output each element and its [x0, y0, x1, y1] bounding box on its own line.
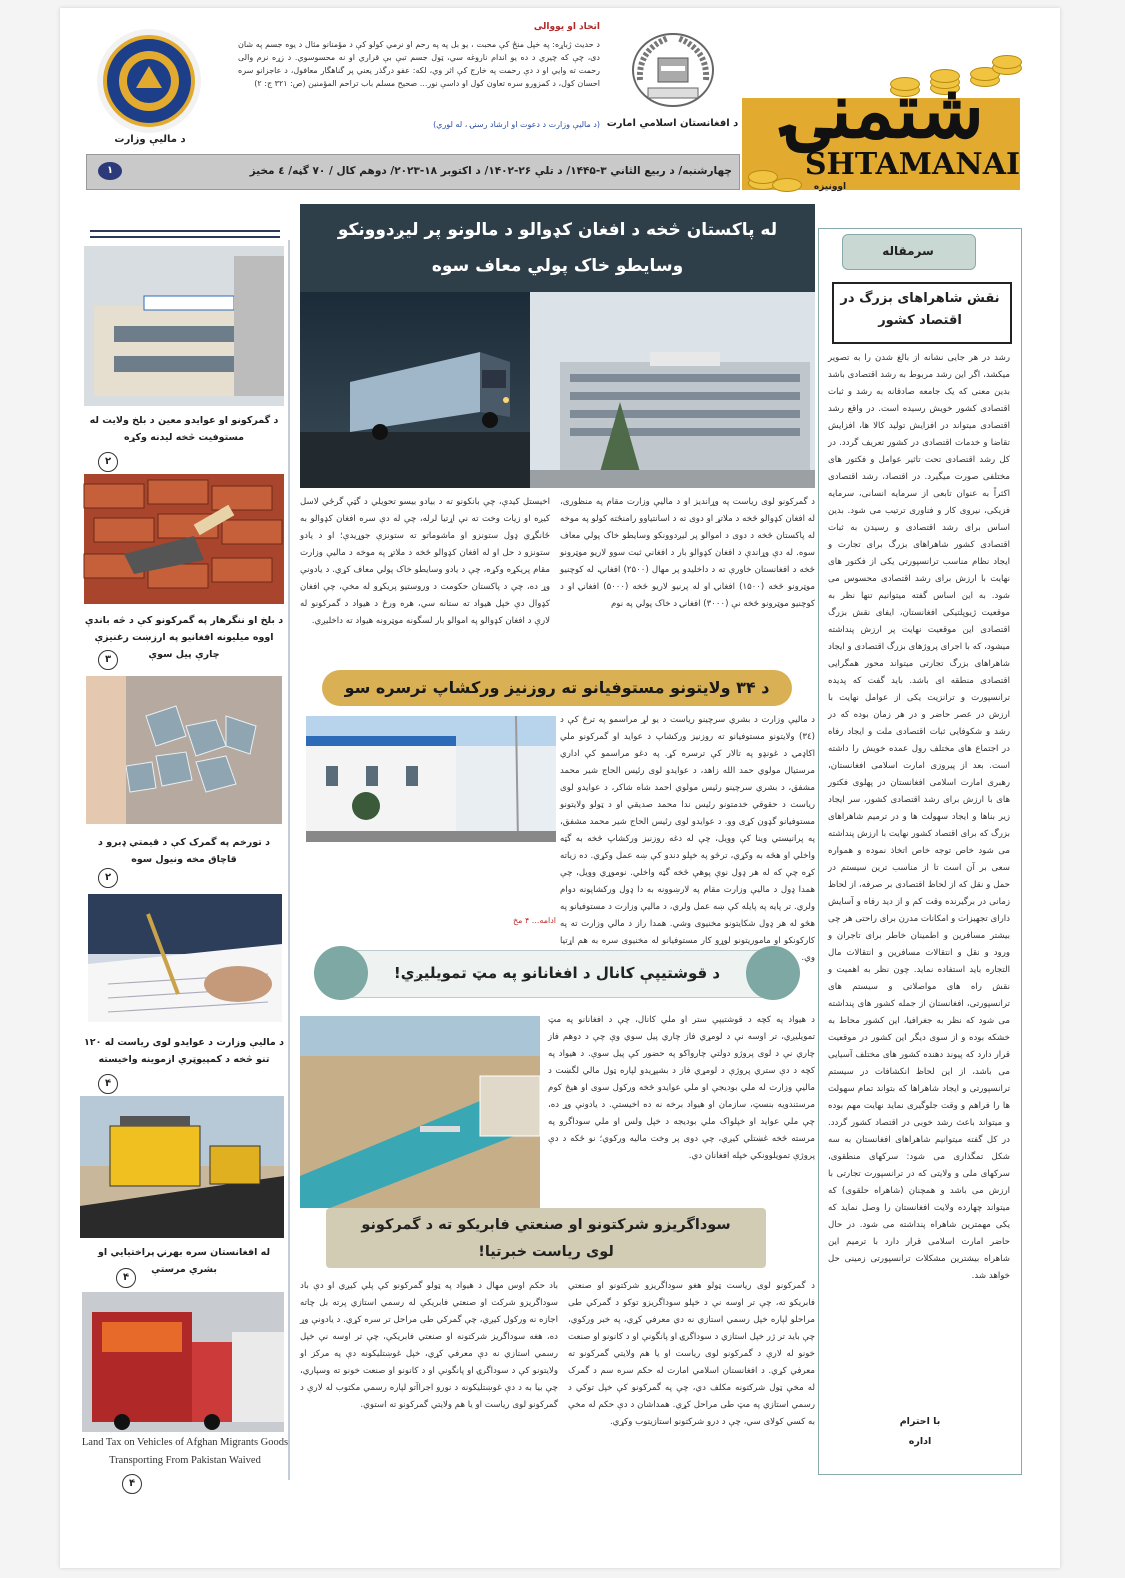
sidebar-page-1: ۲: [98, 452, 118, 472]
sidebar-photo-balkh: [84, 246, 284, 406]
canal-headline: د قوشتیپې کانال د افغانانو په مټ تمویلیږي!: [393, 964, 721, 982]
editorial-body: رشد در هر جایی نشانه از بالغ شدن را به تصویر میکشد، اگر این رشد مربوط به رشد اقتصادی باشد بدین معنی که یک جامعه صادقانه به رشد و ثبات اقتصادی کشور خویش رسیده است. در واقع رشد اقتصادی میتواند در افزایش تولید کالا ها، افزایش تقاضا و خدمات اقتصادی در کشور تعریف گردد. در کل رشد اقتصادی تحت تاثیر عوامل و فکتور های مختلفی صورت میگیرد. در اقتصاد، رشد اقتصادی اکثراً به عنوان تابعی از سرمایه انسانی، سرمایه فزیکی، نیروی کار و فناوری ترتیب می شود. بدین اساس برای رشد اقتصادی و رسیدن به ثبات اقتصادی کشور شاهراهای بزرگ برای تجارت و ایجاد نظام مناسب ترانسپورتی یکی از فکتور های نهایت با ارزش برای رشد اقتصادی محسوس می شود. به این اساس گفته میتوانیم تنها نظر به موقعیت ژیوپلتیکی افغانستان، ایفای نقش بزرگ اقتصادی این موقعیت نهایت پر ارزش پنداشته میشود، که با اجرای پروژهای بزرگ اقتصادی و ایجاد شاهراهای بزرگ تجارتی میتواند محور همگرایی اقتصادی منطقه ای باشد. باید گفت که پدیده ترانسپورت و ترانزیت یکی از عوامل نهایت با ارزش در عصر حاضر و در هر زمان بوده که در رشد و شکوفایی ثبات اقتصادی ملت و ایجاد رفاه در اجتماع های مختلف رول عمده خویش را داشته است. بعد از پیروزی امارت اسلامی افغانستان، رهبری امارت اسلامی افغانستان در پهلوی فکتور های با ارزش برای رشد اقتصادی کشور، سر ایجاد زیر بناها و ایجاد سهولت ها و در ترمیم شاهراهای بزرگ که برای اقتصاد کشور نهایت با ارزش پنداشته می شود خاص توجه خاص اتخاذ نموده و همواره سعی بر آن است تا از مناسب ترین سیستم در حمل و نقل که از لحاظ اقتصادی بر صرفه، از لحاظ زمانی در برگیرنده وقت کم و از دید رفاه و آسایش دارای تجهیزات و امکانات مدرن برای راحتی هر چی بیشتر مسافرین و اطمینان خاطر برای تاجران و ورود و نقل و انتقالات مسافرین و انتقالات مال التجاره باید استفاده نماید. چون نظر به اهمیت و نقش راه های مواصلاتی و سیستم های ترانسپورتی، افغانستان از جمله کشور های پنداشته می شود که نظر به جغرافیا، این کشور محاط به خشکه بوده و از سوی دیگر این کشور در موقعیت قرار دارد که پیوند دهنده کشور های مختلف آسیایی می باشد، از این لحاظ انکشافات در سیستم ترانسپورتی و ایجاد شاهراها که بتواند تمام سهولت ها را فراهم و وقت جلوگیری نماید نهایت مهم بوده و میتواند باعث رشد خوبی در اقتصاد کشور گردد. در کل گفته میتوانیم شاهراهای افغانستان به سه شکل تمگذاری می شود: سرکهای منطقوی، سرکهای ملی و ولایتی که در ترانسپورت تجارتی با ارزش می باشد و همچنان (شاهراه حلقوی) که میتواند چهارده ولایت افغانستان را وصل نماید که یکی مهمترین شاهراه پنداشته می شود. در حال حاضر امارت اسلامی قرار دارد با ترمیم این شاهراه بیشترین مشکلات ترانسپورتی زمینی حل خواهد شد.: [828, 353, 1010, 1281]
hadith-source: (د مالیې وزارت د دعوت او ارشاد رسنۍ ، له لوري): [433, 120, 600, 129]
sidebar-page-3: ۲: [98, 868, 118, 888]
lead-col-left: اخیستل کیدې، چې بانکونو ته د بیادو بیسو تحویلي د گټې گرځي لاسل کیږه او زیات وخت ته نې اړتیا لرله، چې له دې سره افغان کډوالو به ځانگړي ډول ستونزو او ماشوماتو ته ستونزې جوړیدې؛ او د یادو ستونزو د حل او له افغان کډوالو څخه د ملاتړ په موخه د مالیې وزارت مقام پریکړه وکړه، چې د یادو وسایطو خاک پولي معاف کړي. د یادونې وړ ده، چې د پاکستان حکومت د وروستیو پریکړو له مخې، چې افغان کډوال دې خپل هیواد ته ستانه سي، هره ورځ د هیواد د گمرکونو له لارې د افغان کډوالو په اموالو بار لسگونه موټرونه هیواد ته داخلیږي.: [300, 497, 550, 626]
workshop-continued: ادامه... ۴ مخ: [512, 916, 556, 925]
editorial-title: نقش شاهراهای بزرگ در اقتصاد کشور: [840, 291, 1000, 328]
lead-col-right: د گمرکونو لوی ریاست په وړاندیز او د مالیې وزارت مقام په منظوری، له افغان کډوالو څخه د ملاتړ او دوی ته د اسانتیاوو رامنځته کولو په موخه له پاکستان څخه د دوی د اموالو پر لیږدوونکو وسایطو خاک پولي معاف سوه. له دې وړاندې د افغان کډوالو بار د افغاني ثبت سوو لاریو موټرونو څخه د افغانستان خاورې ته د داخلیدو پر مهال (۲۵۰۰) افغانۍ، له کوچنیو موټرونو څخه (۱۵۰۰) افغانۍ او له پرنیو لاریو څخه (۵۰۰۰) افغانۍ او د کوچنیو موټرونو څخه نې (۳۰۰۰) افغانۍ د خاک پولي په نوم: [560, 497, 815, 609]
editorial-signoff-2: اداره: [908, 1436, 932, 1447]
sidebar-rule-2: [90, 236, 280, 238]
sidebar-photo-trucks: [82, 1292, 284, 1432]
sidebar-photo-bricks: [84, 474, 284, 604]
sidebar-page-5: ۴: [116, 1268, 136, 1288]
editorial-signoff-1: با احترام: [899, 1416, 941, 1427]
workshop-headline: د ۳۴ ولایتونو مستوفیانو ته روزنیز ورکشاپ ترسره سو: [344, 678, 770, 697]
business-headline: سوداگریزو شرکتونو او صنعتي فابریکو ته د گمرکونو لوی ریاست خبرتیا!: [361, 1217, 731, 1260]
canal-body: د هیواد په کچه د قوشتیپې ستر او ملي کانال، چې د افغانانو په مټ تمویلیږي، تر اوسه نې د لومړي فاز چاري پیل سوي وې چې د دوهم فاز چاري نې د لوی پروژو دولتي چارواکو په حضور کې پیل سوې. د هیواد په کچه د دې ستري پروژې د لومړي فاز د بشپړیدو لپاره ټول مالي لگښت د مالیې وزارت له ملي بودیجې او ملي عوایدو څخه ورکول سوی او هیڅ کوم مرستندویه بنسټ، سازمان او هیواد برخه نه ده اخیستې. د یادونې وړ ده، چې ملي عواید او خپلواک ملي بودیجه د خپل ولس او ملي سوداگرو په مرسته څخه غښتلي کیږي، چې دوی پر وخت مالیه ورکوي؛ نو څکه د دې پروژې تمویلوونکي خپله افغانان دي.: [548, 1015, 815, 1161]
workshop-body: د مالیې وزارت د بشري سرچینو ریاست د یو لړ مراسمو په ترڅ کې د (۳٤) ولایتونو مستوفیانو ته روزنیز ورکشاپ د عواید او گمرکونو ملي اکاډمۍ د غونډو په تالار کې ترسره کړ. په دغو مراسمو کې اداري مرستیال مولوي حمد الله زاهد، د عوایدو لوی رئیس الحاج شیر محمد مشفق، د بشري سرچینو رئیس مولوي احمد شاه شاکر، د عوایدو لوی ریاست د حقوقي خدمتونو رئیس ندا محمد صدیقي او د ټولو ولایتونو مستوفیانو گډون کړی وو. د عوایدو لوی رئیس الحاج شیر محمد مشفق، په پرانیستي وینا کې وویل، چې له دغه روزنیز ورکشاپ څخه به گټه واخلي او هڅه به وکړي، ترڅو په خپلو دندو کې ښه عمل وکړي. ده زیاته کړه چې که له هر ډول نوې پوهې څخه گټه واخلي. نوموړي وویل، چې همدا ډول د مالیې وزارت مقام په لارښوونه به دا ډول ورکشاپونه دوام ولري. تر پایه په پایله کې ښه عمل ولري، د مالیې وزارت د مستوفیانو په هڅو له هر ډول شکایتونو مخنیوی وشي. همدا راز د مالي وزارت ته په کارکونکو او ماموریتونو لوړو کار مستوفیانو له مخنیوی سره به هم اړتیا وي.: [560, 715, 815, 963]
ministry-label: د مالیې وزارت: [114, 134, 186, 145]
sidebar-divider: [288, 240, 290, 1480]
canal-bullet-right: [746, 946, 800, 1000]
newspaper-page: [60, 8, 1060, 1568]
sidebar-page-2: ۳: [98, 650, 118, 670]
brand-script-title: شتمنۍ: [785, 66, 984, 155]
sidebar-page-4: ۴: [98, 1074, 118, 1094]
date-line: چهارشنبه/ د ربیع الثاني ۳-۱۴۴۵/ د تلې ۲۶-۱۴۰۲/ د اکتوبر ۱۸-۲۰۲۳/ دوهم کال / ۷۰ گڼه/ ٤ مخیز: [249, 165, 732, 177]
sidebar-caption-6: Land Tax on Vehicles of Afghan Migrants Goods Transporting From Pakistan Waived: [81, 1437, 289, 1466]
canal-photo: [300, 1016, 540, 1208]
sidebar-caption-4: د مالیې وزارت د عوایدو لوی ریاست له ۱۲۰ تنو څخه د کمپیوټري ازموینه واخیسته: [84, 1037, 284, 1065]
sidebar-photo-paving: [80, 1096, 284, 1238]
hadith-text: د حدیث ژباړه: په خپل منځ کې محبت ، یو بل په په رحم او نرمي کولو کې د مؤمنانو مثال د یوه جسم په شان دی، چې که چیري د ده یو اندام ناروغه سي، ټول جسم تبې بې قراري او نه محسوسوي. د زړه نرم والی رحمت ته وایي او د دې رحمت په خارج کې اثر وي، لکه: عفو درگذر یعني پر گناهگار معافول، د عاجزانو سره احسان کول، د کمزورو سره تعاون کول او داسې نور... صحیح مسلم باب تراحم المؤمنین (ص: ۳۲۱ ج: ۲): [238, 40, 600, 88]
lead-photo-truck: [300, 292, 530, 488]
sidebar-caption-5: له افغانستان سره بهرنۍ پراختیایي او بشري مرستې: [97, 1247, 271, 1275]
canal-bullet-left: [314, 946, 368, 1000]
business-col-left: باد حکم اوس مهال د هیواد په ټولو گمرکونو کې پلي کیږي او دې باد سوداگریزو شرکت او صنعتي فابریکې له رسمي استازي پرته بل چاته اجازه نه ورکول کیږي، چې گمرکي طی مراحل تر سره کړي. د یادونې وړ ده، هغه سوداگریز شرکتونه او صنعتي فابریکې، چې تر اوسه نې خپل رسمي استازي نه دې معرفي کړي، خپل غوښتلیکونه دې په مرکز او ولایتونو کې د سوداگرۍ او پانگونې او د کانونو او صنعت خونو ته وسپاري، چې بیا به د دې غوښتلیکونه د نورو اجراآتو لپاره رسمي مکتوب له لارې د گمرکونو لوی ریاست او یا هم ولایتي گمرکونو ته استوي.: [300, 1281, 558, 1410]
business-col-right: د گمرکونو لوی ریاست ټولو هغو سوداگریزو شرکتونو او صنعتي فابریکو ته، چې تر اوسه نې د خپلو سوداگریزو توکو د گمرکي طی مراحلو لپاره خپل رسمي استازي نه دي معرفي کړي، په خبر ورکوي، چې بايد تر ژر خپل استازي د سوداگرۍ او پانگونې او د کانونو او صنعت خونو له لارې د گمرکونو لوی ریاست او یا هم ولایتي گمرکونو ته معرفي کړي. د افغانستان اسلامي امارت له حکم سره سم د گمرک له مخې ټول شرکتونه مکلف دي، چې په گمرکونو کې خپل توکي د رسمي استازي په مټ طی مراحل کړي. همداشان د دې حکم له مخې به کسي کولای سي، چې د درو شرکتونو استازیتوب وکړي.: [568, 1281, 815, 1427]
editorial-label: سرمقاله: [882, 244, 934, 258]
sidebar-rule-1: [90, 230, 280, 232]
sidebar-photo-exam: [88, 894, 282, 1022]
workshop-photo: [306, 716, 556, 842]
weekly-label: اوونیزه: [813, 182, 847, 192]
sidebar-caption-3: د تورخم په گمرک کې د قیمتي ډبرو د قاچاق مخه ونیول سوه: [98, 837, 270, 865]
ministry-seal: [94, 26, 204, 136]
emirate-emblem: [628, 30, 718, 110]
page-number-badge: ۱: [98, 162, 122, 180]
lead-photo-building: [530, 292, 815, 488]
sidebar-page-6: ۴: [122, 1474, 142, 1494]
emirate-label: د افغانستان اسلامي امارت: [606, 118, 739, 129]
hadith-title: اتحاد او یووالی: [533, 22, 600, 32]
sidebar-caption-1: د گمرکونو او عوایدو معین د بلخ ولایت له مستوفیت څخه لیدنه وکړه: [89, 415, 279, 443]
sidebar-photo-stones: [86, 676, 282, 824]
sidebar-caption-2: د بلخ او ننگرهار په گمرکونو کې د څه باندې اووه میلیونه افغانیو په ارزښت رغنیزې چارې پیل سوې: [84, 615, 284, 660]
brand-latin-title: SHTAMANAI: [804, 147, 1020, 182]
lead-headline: له پاکستان څخه د افغان کډوالو د مالونو پر لیږدوونکو وسایطو خاک پولي معاف سوه: [337, 220, 778, 276]
